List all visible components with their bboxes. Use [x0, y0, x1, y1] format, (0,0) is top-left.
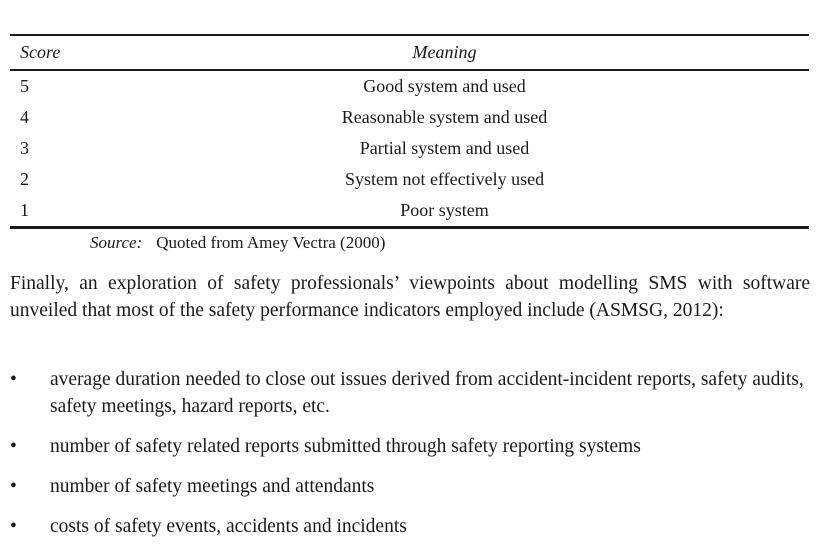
- list-item: [10, 366, 810, 420]
- score-meaning-table: [10, 34, 809, 229]
- list-item-text: number of safety related reports submitted through safety reporting systems: [50, 436, 641, 457]
- list-item: [10, 433, 810, 460]
- meaning-cell: Partial system and used: [359, 138, 530, 158]
- table-row: [10, 133, 809, 164]
- meaning-cell: System not effectively used: [344, 169, 545, 189]
- table-row: [10, 102, 809, 133]
- score-cell: 1: [10, 195, 80, 228]
- score-cell: 2: [20, 169, 29, 189]
- column-header-score: Score: [10, 35, 80, 70]
- list-item-text: costs of safety events, accidents and incidents: [50, 516, 407, 537]
- bullet-icon: •: [10, 369, 17, 390]
- list-item-text: average duration needed to close out issues derived from accident-incident reports, safety audits, safety meetings, hazard reports, etc.: [50, 369, 804, 417]
- column-header-meaning: Meaning: [80, 35, 809, 70]
- score-cell: 3: [20, 138, 29, 158]
- source-text: Quoted from Amey Vectra (2000): [156, 233, 386, 252]
- table-row: [10, 70, 809, 102]
- bullet-icon: •: [10, 476, 17, 497]
- score-cell: 5: [20, 76, 29, 96]
- meaning-cell: Good system and used: [363, 76, 526, 96]
- table-row: [10, 164, 809, 195]
- indicator-bullet-list: [10, 366, 810, 553]
- list-item-text: number of safety meetings and attendants: [50, 476, 375, 497]
- bullet-icon: •: [10, 516, 17, 537]
- meaning-cell: Poor system: [80, 195, 809, 228]
- table-header-row: [10, 35, 809, 70]
- body-paragraph: Finally, an exploration of safety professionals’ viewpoints about modelling SMS with software unveiled that most of the safety performance indicators employed include (ASMSG, 2012):: [10, 273, 810, 321]
- table-source-note: [90, 233, 385, 253]
- list-item: [10, 513, 810, 540]
- score-cell: 4: [20, 107, 29, 127]
- list-item: [10, 473, 810, 500]
- meaning-cell: Reasonable system and used: [341, 107, 548, 127]
- bullet-icon: •: [10, 436, 17, 457]
- source-label: Source:: [90, 233, 143, 252]
- table-row: [10, 195, 809, 228]
